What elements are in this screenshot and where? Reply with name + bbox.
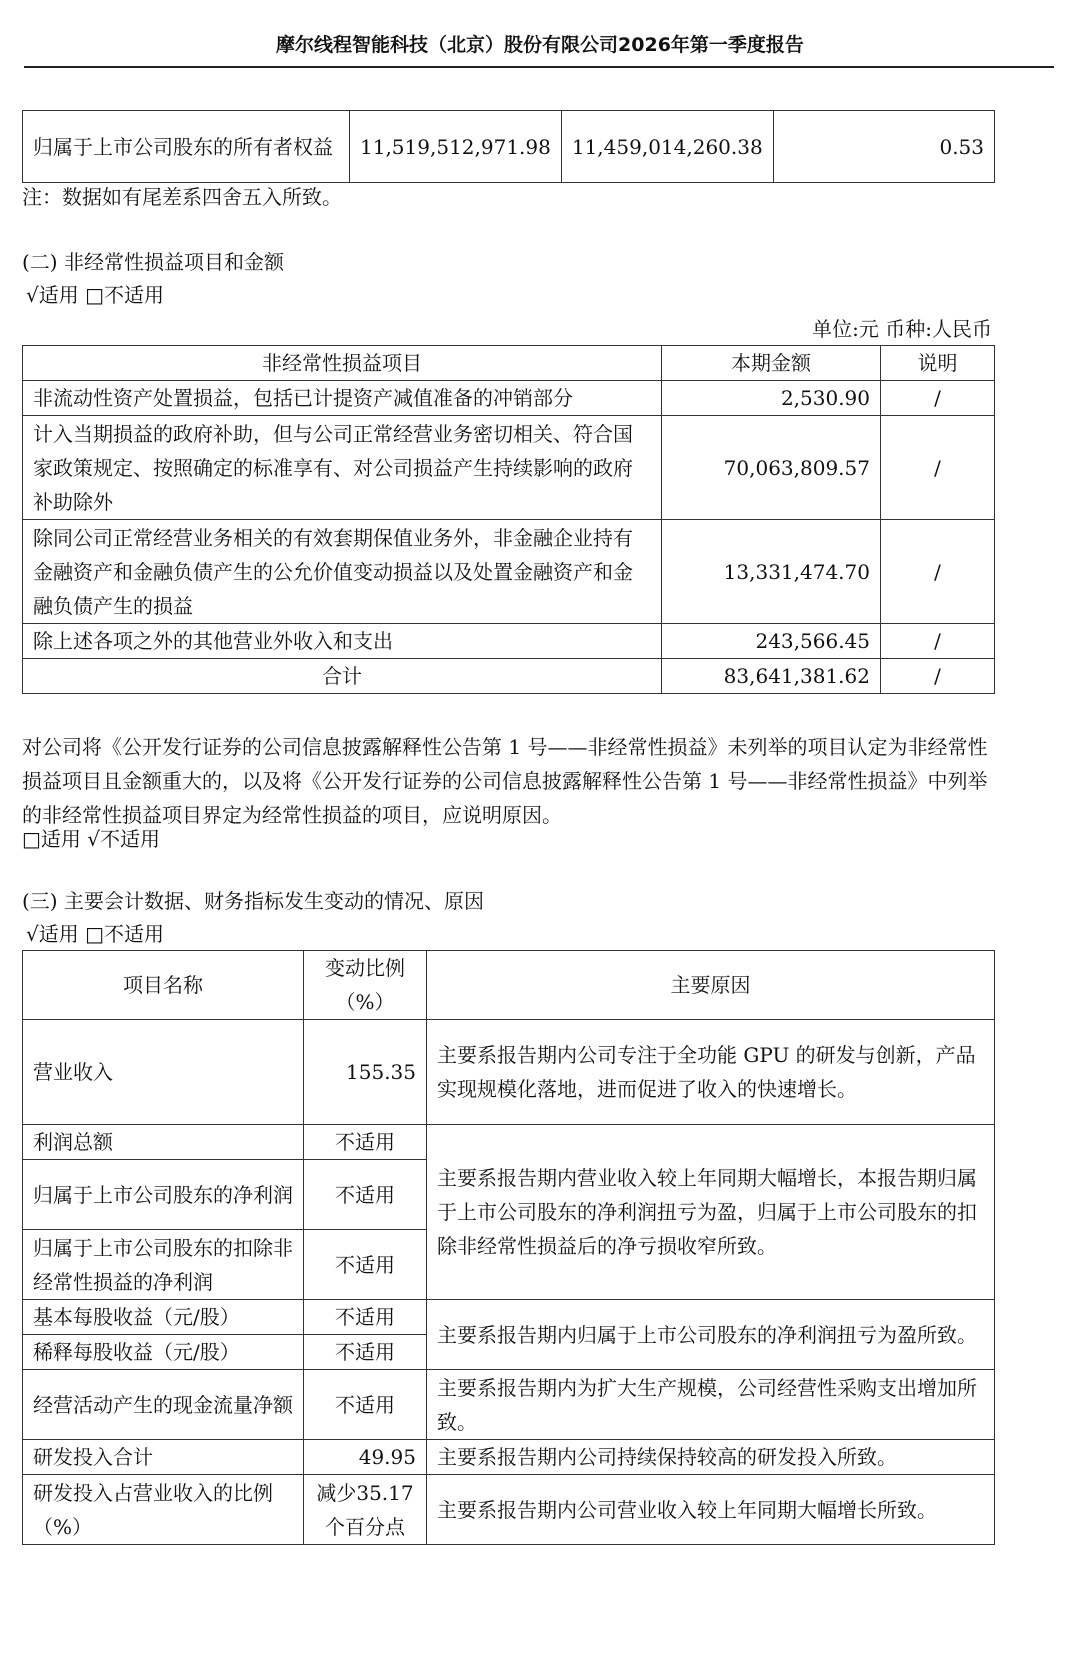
row-reason: 主要系报告期内公司营业收入较上年同期大幅增长所致。 [427,1475,995,1545]
table-header-row [23,951,995,1020]
row-item: 营业收入 [23,1020,304,1125]
table-row [23,1370,995,1440]
row-ratio: 不适用 [304,1300,427,1335]
row-item: 除上述各项之外的其他营业外收入和支出 [23,624,662,659]
table-row [23,520,995,624]
table-row [23,1440,995,1475]
row-amount: 70,063,809.57 [662,416,881,520]
row-amount: 13,331,474.70 [662,520,881,624]
row-item: 归属于上市公司股东的扣除非经常性损益的净利润 [23,1230,304,1300]
table-header-row [23,346,995,381]
total-label: 合计 [23,659,662,694]
changes-table [22,950,995,1545]
equity-previous: 11,459,014,260.38 [561,111,773,183]
col-header-item: 非经常性损益项目 [23,346,662,381]
table-row [23,381,995,416]
table-row [23,1125,995,1160]
table-row [23,416,995,520]
unit-label: 单位:元 币种:人民币 [812,317,992,341]
row-note: / [881,624,995,659]
row-ratio: 不适用 [304,1370,427,1440]
col-header-ratio: 变动比例（%） [304,951,427,1020]
row-amount: 2,530.90 [662,381,881,416]
section3-heading: (三) 主要会计数据、财务指标发生变动的情况、原因 [22,889,484,913]
row-item: 归属于上市公司股东的净利润 [23,1160,304,1230]
section2-heading: (二) 非经常性损益项目和金额 [22,250,284,274]
row-item: 利润总额 [23,1125,304,1160]
row-ratio: 155.35 [304,1020,427,1125]
col-header-reason: 主要原因 [427,951,995,1020]
total-row [23,659,995,694]
equity-change: 0.53 [773,111,994,183]
table-row [23,1020,995,1125]
section2-applicability: √适用 □不适用 [26,283,164,307]
row-ratio: 减少35.17个百分点 [304,1475,427,1545]
rounding-note: 注：数据如有尾差系四舍五入所致。 [22,185,342,209]
row-ratio: 不适用 [304,1125,427,1160]
row-item: 除同公司正常经营业务相关的有效套期保值业务外，非金融企业持有金融资产和金融负债产生的公允价值变动损益以及处置金融资产和金融负债产生的损益 [23,520,662,624]
header-rule [24,66,1054,68]
row-item: 研发投入占营业收入的比例（%） [23,1475,304,1545]
page-header: 摩尔线程智能科技（北京）股份有限公司2026年第一季度报告 [276,34,804,56]
equity-table [22,110,995,183]
equity-label: 归属于上市公司股东的所有者权益 [23,111,350,183]
row-reason: 主要系报告期内公司持续保持较高的研发投入所致。 [427,1440,995,1475]
col-header-item: 项目名称 [23,951,304,1020]
row-ratio: 不适用 [304,1335,427,1370]
equity-current: 11,519,512,971.98 [350,111,562,183]
row-ratio: 49.95 [304,1440,427,1475]
total-amount: 83,641,381.62 [662,659,881,694]
row-note: / [881,416,995,520]
row-item: 非流动性资产处置损益，包括已计提资产减值准备的冲销部分 [23,381,662,416]
row-ratio: 不适用 [304,1230,427,1300]
merged-reason-profit: 主要系报告期内营业收入较上年同期大幅增长，本报告期归属于上市公司股东的净利润扭亏为盈，归属于上市公司股东的扣除非经常性损益后的净亏损收窄所致。 [427,1125,995,1300]
table-row [23,624,995,659]
section3-applicability: √适用 □不适用 [26,922,164,946]
row-reason: 主要系报告期内公司专注于全功能 GPU 的研发与创新，产品实现规模化落地，进而促进了收入的快速增长。 [427,1020,995,1125]
total-note: / [881,659,995,694]
table-row [23,1300,995,1335]
merged-reason-eps: 主要系报告期内归属于上市公司股东的净利润扭亏为盈所致。 [427,1300,995,1370]
table-row [23,1475,995,1545]
row-ratio: 不适用 [304,1160,427,1230]
row-amount: 243,566.45 [662,624,881,659]
col-header-amount: 本期金额 [662,346,881,381]
row-note: / [881,520,995,624]
paragraph-applicability: □适用 √不适用 [22,827,160,851]
row-item: 稀释每股收益（元/股） [23,1335,304,1370]
row-item: 研发投入合计 [23,1440,304,1475]
row-note: / [881,381,995,416]
nonrecurring-table [22,345,995,694]
row-item: 计入当期损益的政府补助，但与公司正常经营业务密切相关、符合国家政策规定、按照确定的标准享有、对公司损益产生持续影响的政府补助除外 [23,416,662,520]
row-item: 经营活动产生的现金流量净额 [23,1370,304,1440]
explanation-paragraph: 对公司将《公开发行证券的公司信息披露解释性公告第 1 号——非经常性损益》未列举的项目认定为非经常性损益项目且金额重大的，以及将《公开发行证券的公司信息披露解释性公告第 1 号——非经常性损益》中列举的非经常性损益项目界定为经常性损益的项目，应说明原因。 [22,735,988,827]
row-item: 基本每股收益（元/股） [23,1300,304,1335]
row-reason: 主要系报告期内为扩大生产规模，公司经营性采购支出增加所致。 [427,1370,995,1440]
table-row [23,111,995,183]
col-header-note: 说明 [881,346,995,381]
